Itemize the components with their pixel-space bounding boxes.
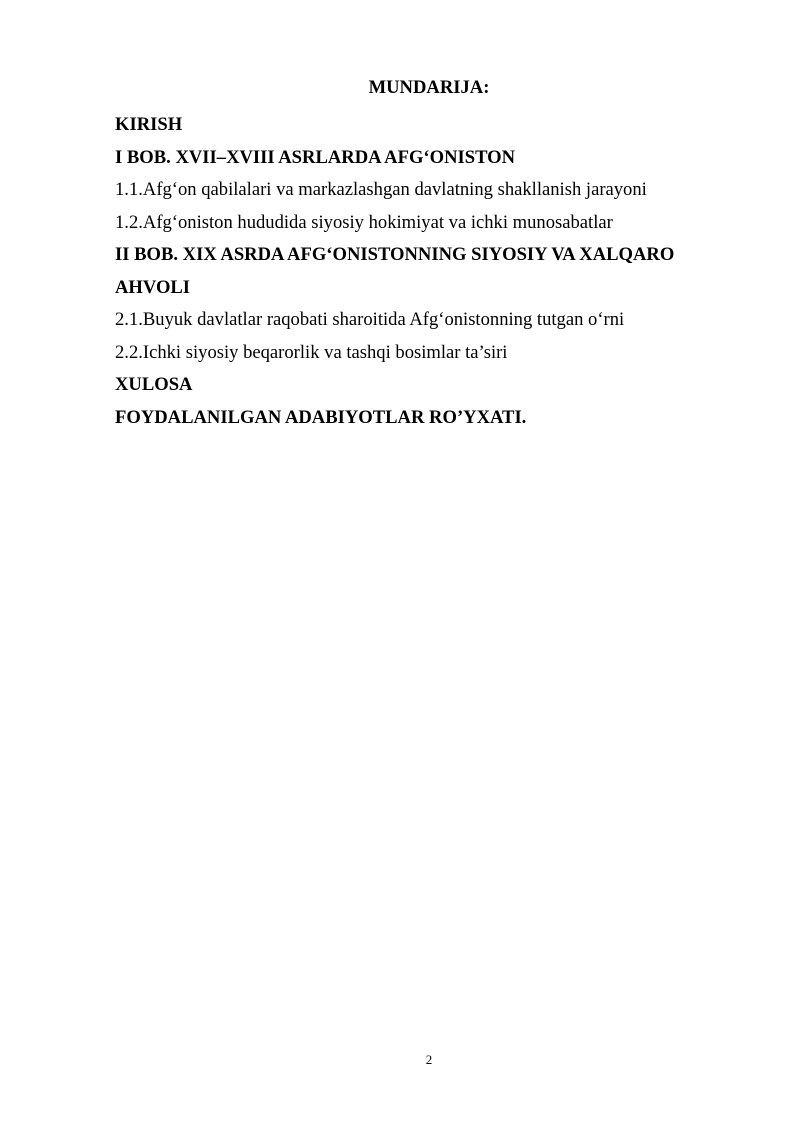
- toc-entry-section-2-1: 2.1.Buyuk davlatlar raqobati sharoitida Afg‘onistonning tutgan o‘rni: [115, 309, 625, 330]
- table-of-contents: [115, 109, 735, 434]
- toc-entry-chapter-2-continued: AHVOLI: [115, 276, 191, 298]
- toc-entry-bibliography: FOYDALANILGAN ADABIYOTLAR RO’YXATI.: [115, 406, 527, 428]
- toc-entry-introduction: KIRISH: [115, 114, 183, 135]
- toc-entry-conclusion: XULOSA: [115, 374, 193, 395]
- toc-entry-section-1-1: 1.1.Afg‘on qabilalari va markazlashgan davlatning shakllanish jarayoni: [115, 179, 647, 200]
- page-number: 2: [425, 1052, 433, 1067]
- toc-entry-chapter-1: I BOB. XVII–XVIII ASRLARDA AFG‘ONISTON: [115, 146, 516, 168]
- toc-entry-section-2-2: 2.2.Ichki siyosiy beqarorlik va tashqi bosimlar ta’siri: [115, 341, 508, 363]
- toc-entry-chapter-2: II BOB. XIX ASRDA AFG‘ONISTONNING SIYOSIY VA XALQARO: [115, 244, 675, 265]
- page-title: MUNDARIJA:: [368, 77, 490, 98]
- toc-entry-section-1-2: 1.2.Afg‘oniston hududida siyosiy hokimiyat va ichki munosabatlar: [115, 211, 613, 233]
